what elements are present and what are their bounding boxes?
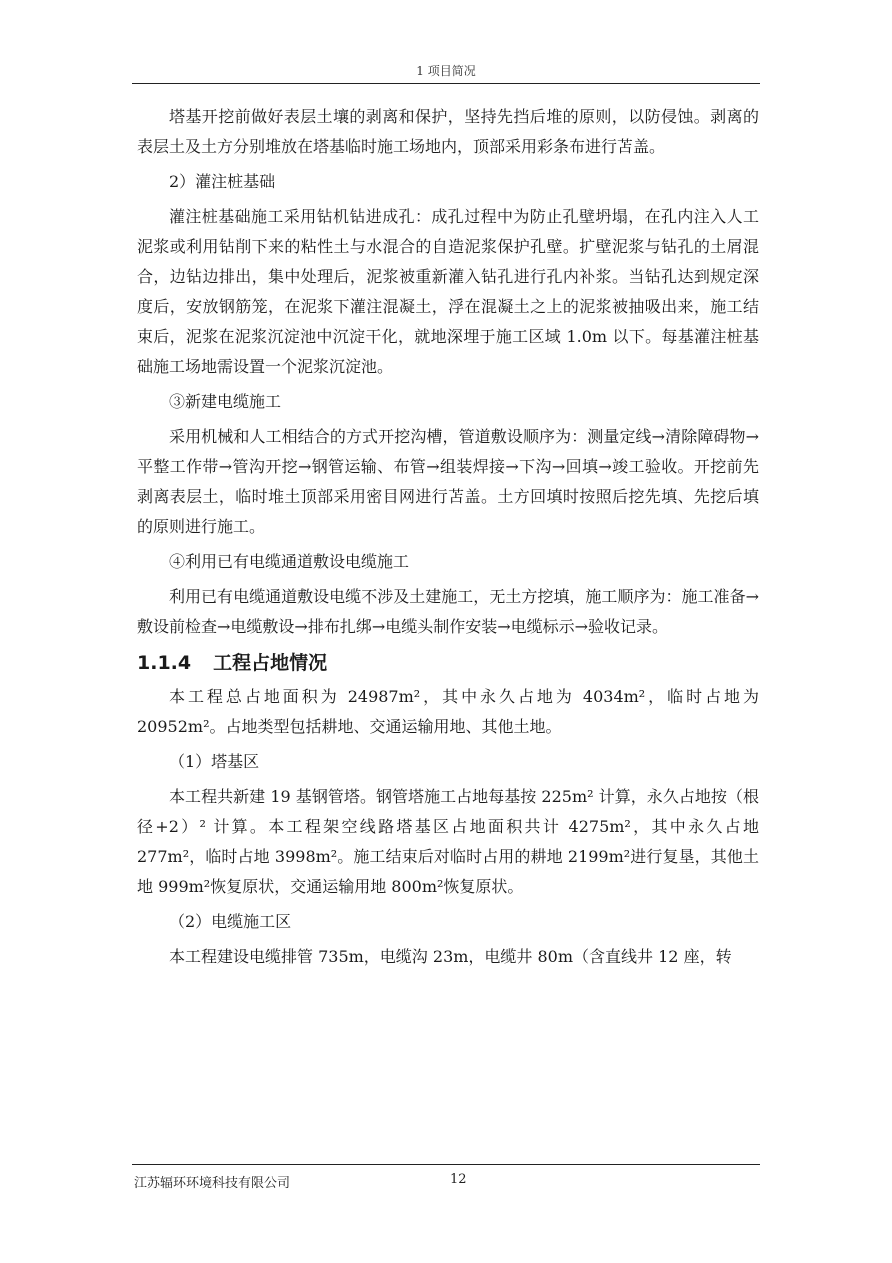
footer-divider	[132, 1164, 760, 1165]
footer-company: 江苏辐环环境科技有限公司	[134, 1176, 291, 1191]
subheading-new-cable: ③新建电缆施工	[169, 392, 282, 411]
paragraph-tower-area: 本工程共新建 19 基钢管塔。钢管塔施工占地每基按 225m² 计算，永久占地按（根径+2）² 计算。本工程架空线路塔基区占地面积共计 4275m²，其中永久占地 277m²，临时占地 3998m²。施工结束后对临时占用的耕地 2199m²进行复垦，其他土地 999m²恢复原状，交通运输用地 800m²恢复原状。	[137, 787, 759, 896]
paragraph-land-occupation: 本工程总占地面积为 24987m²，其中永久占地为 4034m²，临时占地为20952m²。占地类型包括耕地、交通运输用地、其他土地。	[137, 687, 759, 736]
subheading-bored-pile: 2）灌注桩基础	[169, 172, 276, 191]
running-header: 1 项目简况	[416, 64, 476, 78]
paragraph-existing-channel: 利用已有电缆通道敷设电缆不涉及土建施工，无土方挖填，施工顺序为：施工准备→敷设前检查→电缆敷设→排布扎绑→电缆头制作安装→电缆标示→验收记录。	[137, 587, 759, 636]
paragraph-new-cable: 采用机械和人工相结合的方式开挖沟槽，管道敷设顺序为：测量定线→清除障碍物→平整工作带→管沟开挖→钢管运输、布管→组装焊接→下沟→回填→竣工验收。开挖前先剥离表层土，临时堆土顶部采用密目网进行苫盖。土方回填时按照后挖先填、先挖后填的原则进行施工。	[137, 427, 759, 536]
page-body	[137, 102, 759, 972]
page-number: 12	[450, 1172, 467, 1187]
subheading-existing-channel: ④利用已有电缆通道敷设电缆施工	[169, 552, 410, 571]
paragraph-bored-pile: 灌注桩基础施工采用钻机钻进成孔：成孔过程中为防止孔壁坍塌，在孔内注入人工泥浆或利用钻削下来的粘性土与水混合的自造泥浆保护孔壁。扩壁泥浆与钻孔的土屑混合，边钻边排出，集中处理后，泥浆被重新灌入钻孔进行孔内补浆。当钻孔达到规定深度后，安放钢筋笼，在泥浆下灌注混凝土，浮在混凝土之上的泥浆被抽吸出来，施工结束后，泥浆在泥浆沉淀池中沉淀干化，就地深埋于施工区域 1.0m 以下。每基灌注桩基础施工场地需设置一个泥浆沉淀池。	[137, 207, 759, 376]
section-number: 1.1.4	[137, 652, 192, 674]
paragraph-topsoil-stripping: 塔基开挖前做好表层土壤的剥离和保护，坚持先挡后堆的原则，以防侵蚀。剥离的表层土及土方分别堆放在塔基临时施工场地内，顶部采用彩条布进行苫盖。	[137, 107, 759, 156]
subheading-tower-area: （1）塔基区	[169, 752, 260, 771]
subheading-cable-area: （2）电缆施工区	[169, 912, 292, 931]
header-divider	[132, 83, 760, 84]
paragraph-cable-area: 本工程建设电缆排管 735m，电缆沟 23m，电缆井 80m（含直线井 12 座，转	[169, 947, 732, 966]
section-title: 工程占地情况	[213, 652, 328, 674]
section-heading	[137, 648, 759, 678]
